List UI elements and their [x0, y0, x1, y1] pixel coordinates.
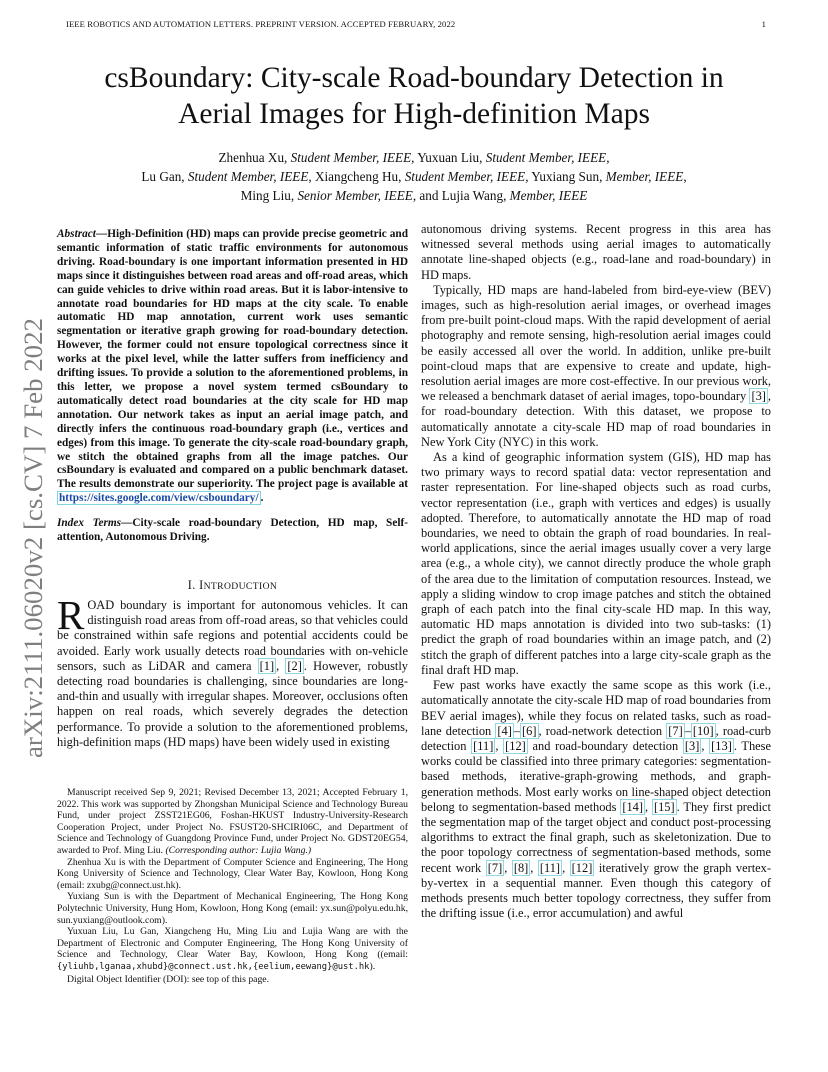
section-numeral: I. [187, 578, 200, 592]
paragraph: As a kind of geographic information system (GIS), HD map has two primary ways to record spatial data: vector representation and raster representation. For line-shaped objects such as road curbs, vector representation (i.e., graph with vertices and edges) is usually adopted. Therefore, to automatically annotate the HD map of road boundaries, we need to obtain the graph of road boundaries. In real-world applications, since the aerial images usually cover a very large area (e.g., a whole city), we cannot directly produce the whole graph of the area due to the limitation of computation resources. Instead, we apply a sliding window to crop image patches and stitch the obtained graph of each patch into the final city-scale HD map. In this way, automatic HD maps annotation is divided into two sub-tasks: (1) predict the graph of road boundaries within an image patch, and (2) stitch the graph of different patches into a large city-scale graph as the final draft HD map. [421, 450, 771, 677]
section-heading [57, 578, 408, 593]
intro-smallcaps: OAD [87, 598, 115, 612]
para-text: Few past works have exactly the same scope as this work (i.e., automatically annotate the city-scale HD map of road boundaries from BEV aerial images), while they focus on related tasks, such as road-lane detection [421, 678, 771, 738]
intro-text: . However, robustly detecting road boundaries is challenging, since boundaries are long-and-thin and usually with irregular shapes. Moreover, occlusions often happen on real roads, which severely degrades the detection performance. To provide a solution to the aforementioned problems, high-definition maps (HD maps) have been widely used in existing [57, 658, 409, 749]
citation-link[interactable]: [12] [571, 860, 593, 875]
page-number: 1 [761, 19, 766, 29]
title-line-1: csBoundary: City-scale Road-boundary Detection in [104, 62, 724, 94]
citation-link[interactable]: [4] [497, 723, 512, 738]
footnote-text: ). [369, 960, 376, 972]
corresponding-author: (Corresponding author: Lujia Wang.) [165, 844, 312, 856]
para-text: , [530, 860, 538, 875]
footnote: Digital Object Identifier (DOI): see top of this page. [67, 973, 270, 985]
author-affil: Member, IEEE [509, 188, 588, 203]
citation-link[interactable]: [12] [505, 738, 526, 753]
citation-link[interactable]: [7] [668, 723, 683, 738]
para-text: , [644, 799, 652, 814]
running-header: IEEE ROBOTICS AND AUTOMATION LETTERS. PREPRINT VERSION. ACCEPTED FEBRUARY, 2022 [66, 19, 456, 29]
intro-text: boundary is important for autonomous vehicles. It can distinguish road areas from off-road areas, so that vehicles could be constrained within safe regions and potential accidents could be avoided. Early work usually detects road boundaries with on-vehicle sensors, such as LiDAR and camera [57, 598, 408, 673]
footnote-text: Manuscript received Sep 9, 2021; Revised December 13, 2021; Accepted February 1, 2022. This work was supported by Zhongshan Municipal Science and Technology Bureau Fund, under project ZSST21EG06, Foshan-HKUST Industry-University-Research Cooperation Project, under Project No. FSUST20-SHCIRI06C, and Department of Science and Technology of Guangdong Province Fund, under Project No. GDST20EG54, awarded to Prof. Ming Liu. [57, 787, 408, 856]
section-rest: NTRODUCTION [203, 581, 278, 592]
author-sep: , [606, 150, 610, 165]
para-text: , [562, 860, 570, 875]
paragraph [421, 283, 771, 450]
citation-link[interactable]: [10] [692, 723, 714, 738]
author: , and Lujia Wang, [412, 188, 510, 203]
footnote: Yuxiang Sun is with the Department of Mechanical Engineering, The Hong Kong Polytechnic University, Hung Hom, Kowloon, Hong Kong (email: yx.sun@polyu.edu.hk, sun.yuxiang@outlook.com). [57, 891, 408, 926]
para-text: . These works could be classified into three primary categories: segmentation-based methods, iterative-graph-growing methods, and graph-generation methods. Most early works on line-shaped object detection belong to segmentation-based methods [421, 738, 771, 814]
para-text: , [701, 738, 710, 753]
abstract-text: —High-Definition (HD) maps can provide precise geometric and semantic information of static traffic environments for autonomous driving. Road-boundary is one important information presented in HD maps since it distinguishes between road areas and off-road areas, which can guide vehicles to drive within road areas. But it is labor-intensive to annotate road boundaries for HD maps at the city scale. To enable automatic HD map annotation, current work uses semantic segmentation or iterative graph growing for road-boundary detection. However, the former could not ensure topological correctness since it works at the pixel level, while the latter suffers from inefficiency and drifting issues. To provide a solution to the aforementioned problems, in this letter, we propose a novel system termed csBoundary to automatically detect road boundaries at the city scale for HD map annotation. Our network takes as input an aerial image patch, and directly infers the continuous road-boundary graph (i.e., vertices and edges) from this image. To generate the city-scale road-boundary graph, we stitch the obtained graphs from all the image patches. Our csBoundary is evaluated and compared on a public benchmark dataset. The results demonstrate our superiority. The project page is available at [57, 228, 408, 491]
para-text: , for road-boundary detection. With this dataset, we propose to automatically annotate a city-scale HD map of road boundaries in New York City (NYC) in this work. [421, 389, 771, 449]
para-text: Typically, HD maps are hand-labeled from bird-eye-view (BEV) images, such as high-resolution aerial images, or overhead images from pre-built point-cloud maps. With the rapid development of aerial photography and remote sensing, high-resolution aerial images could be easily accessed all over the world. In addition, unlike pre-built point-cloud maps that are expensive to create and update, high-resolution aerial images are more cost-effective. In our previous work, we released a benchmark dataset of aerial images, topo-boundary [421, 282, 771, 404]
author: Lu Gan, [141, 169, 188, 184]
index-terms-label: Index Terms [57, 517, 122, 529]
paper-title [40, 60, 788, 132]
para-text: , road-curb detection [421, 723, 772, 753]
para-text: , [504, 860, 512, 875]
citation-link[interactable]: [11] [473, 738, 494, 753]
citation-link[interactable]: [11] [539, 860, 561, 875]
citation-link[interactable]: [3] [751, 389, 766, 404]
arxiv-stamp [14, 318, 50, 758]
arxiv-stamp-text: arXiv:2111.06020v2 [cs.CV] 7 Feb 2022 [19, 332, 48, 758]
author: Zhenhua Xu, [218, 150, 291, 165]
citation-link[interactable]: [3] [684, 738, 700, 753]
footnote: Zhenhua Xu is with the Department of Computer Science and Engineering, The Hong Kong University of Science and Technology, Clear Water Bay, Kowloon, Hong Kong (email: zxubg@connect.ust.hk). [57, 856, 408, 891]
citation-link[interactable]: [13] [711, 738, 732, 753]
title-line-2: Aerial Images for High-definition Maps [178, 98, 650, 130]
intro-paragraph [57, 592, 409, 750]
abstract [57, 228, 408, 506]
para-text: . They first predict the segmentation map of the target object and conduct post-processing algorithms to extract the final graph, such as skeletonization. Due to the poor topology correctness of segmentation-based methods, some recent work [421, 799, 771, 875]
footnote-emails: {yliuhb,lganaa,xhubd}@connect.ust.hk,{eelium,eewang}@ust.hk [57, 961, 370, 972]
footnote-text: Yuxuan Liu, Lu Gan, Xiangcheng Hu, Ming Liu and Lujia Wang are with the Department of Electronic and Computer Engineering, The Hong Kong University of Science and Technology, Clear Water Bay, Kowloon, Hong Kong ((email: [57, 926, 408, 961]
author: , Yuxuan Liu, [411, 150, 486, 165]
citation-link[interactable]: [8] [513, 860, 529, 875]
para-text: – [684, 723, 691, 738]
citation-link[interactable]: [14] [622, 799, 643, 814]
author-sep: , [683, 169, 687, 184]
abstract-label: Abstract [57, 228, 96, 240]
right-column [421, 222, 771, 921]
project-page-link[interactable]: https://sites.google.com/view/csboundary/ [59, 492, 259, 505]
footnote [57, 787, 408, 857]
para-text: – [513, 723, 521, 738]
author-affil: Student Member, IEEE [290, 150, 412, 165]
para-text: iteratively grow the graph vertex-by-vertex in a sequential manner. Even though this category of methods presents much better topology correctness, they suffer from the drifting issue (i.e., error accumulation) and awful [421, 860, 771, 921]
author: Ming Liu, [240, 188, 298, 203]
author-affil: Student Member, IEEE [404, 169, 526, 184]
footnotes [57, 787, 408, 985]
citation-link[interactable]: [7] [487, 860, 503, 875]
drop-cap: R [57, 592, 85, 638]
intro-text: , [276, 658, 286, 673]
author-list [40, 148, 788, 205]
citation-link[interactable]: [6] [522, 723, 537, 738]
abstract-end: . [260, 492, 264, 505]
citation-link[interactable]: [2] [287, 658, 302, 673]
index-terms-text: —City-scale road-boundary Detection, HD map, Self-attention, Autonomous Driving. [57, 517, 408, 543]
paragraph: autonomous driving systems. Recent progress in this area has witnessed several methods using aerial images to automatically annotate line-shaped objects (e.g., road-lane and road-boundary) in HD maps. [421, 222, 771, 282]
citation-link[interactable]: [15] [653, 799, 675, 814]
para-text: , road-network detection [538, 723, 667, 738]
author-affil: Member, IEEE [605, 169, 684, 184]
para-text: , [495, 738, 504, 753]
section-cap: I [199, 578, 204, 592]
author: , Xiangcheng Hu, [308, 169, 405, 184]
citation-link[interactable]: [1] [259, 658, 275, 673]
author-affil: Senior Member, IEEE [297, 188, 413, 203]
paragraph [421, 678, 771, 921]
footnote [57, 926, 408, 973]
index-terms [57, 517, 408, 545]
author: , Yuxiang Sun, [525, 169, 606, 184]
author-affil: Student Member, IEEE [485, 150, 607, 165]
author-affil: Student Member, IEEE [187, 169, 309, 184]
para-text: and road-boundary detection [527, 738, 683, 753]
